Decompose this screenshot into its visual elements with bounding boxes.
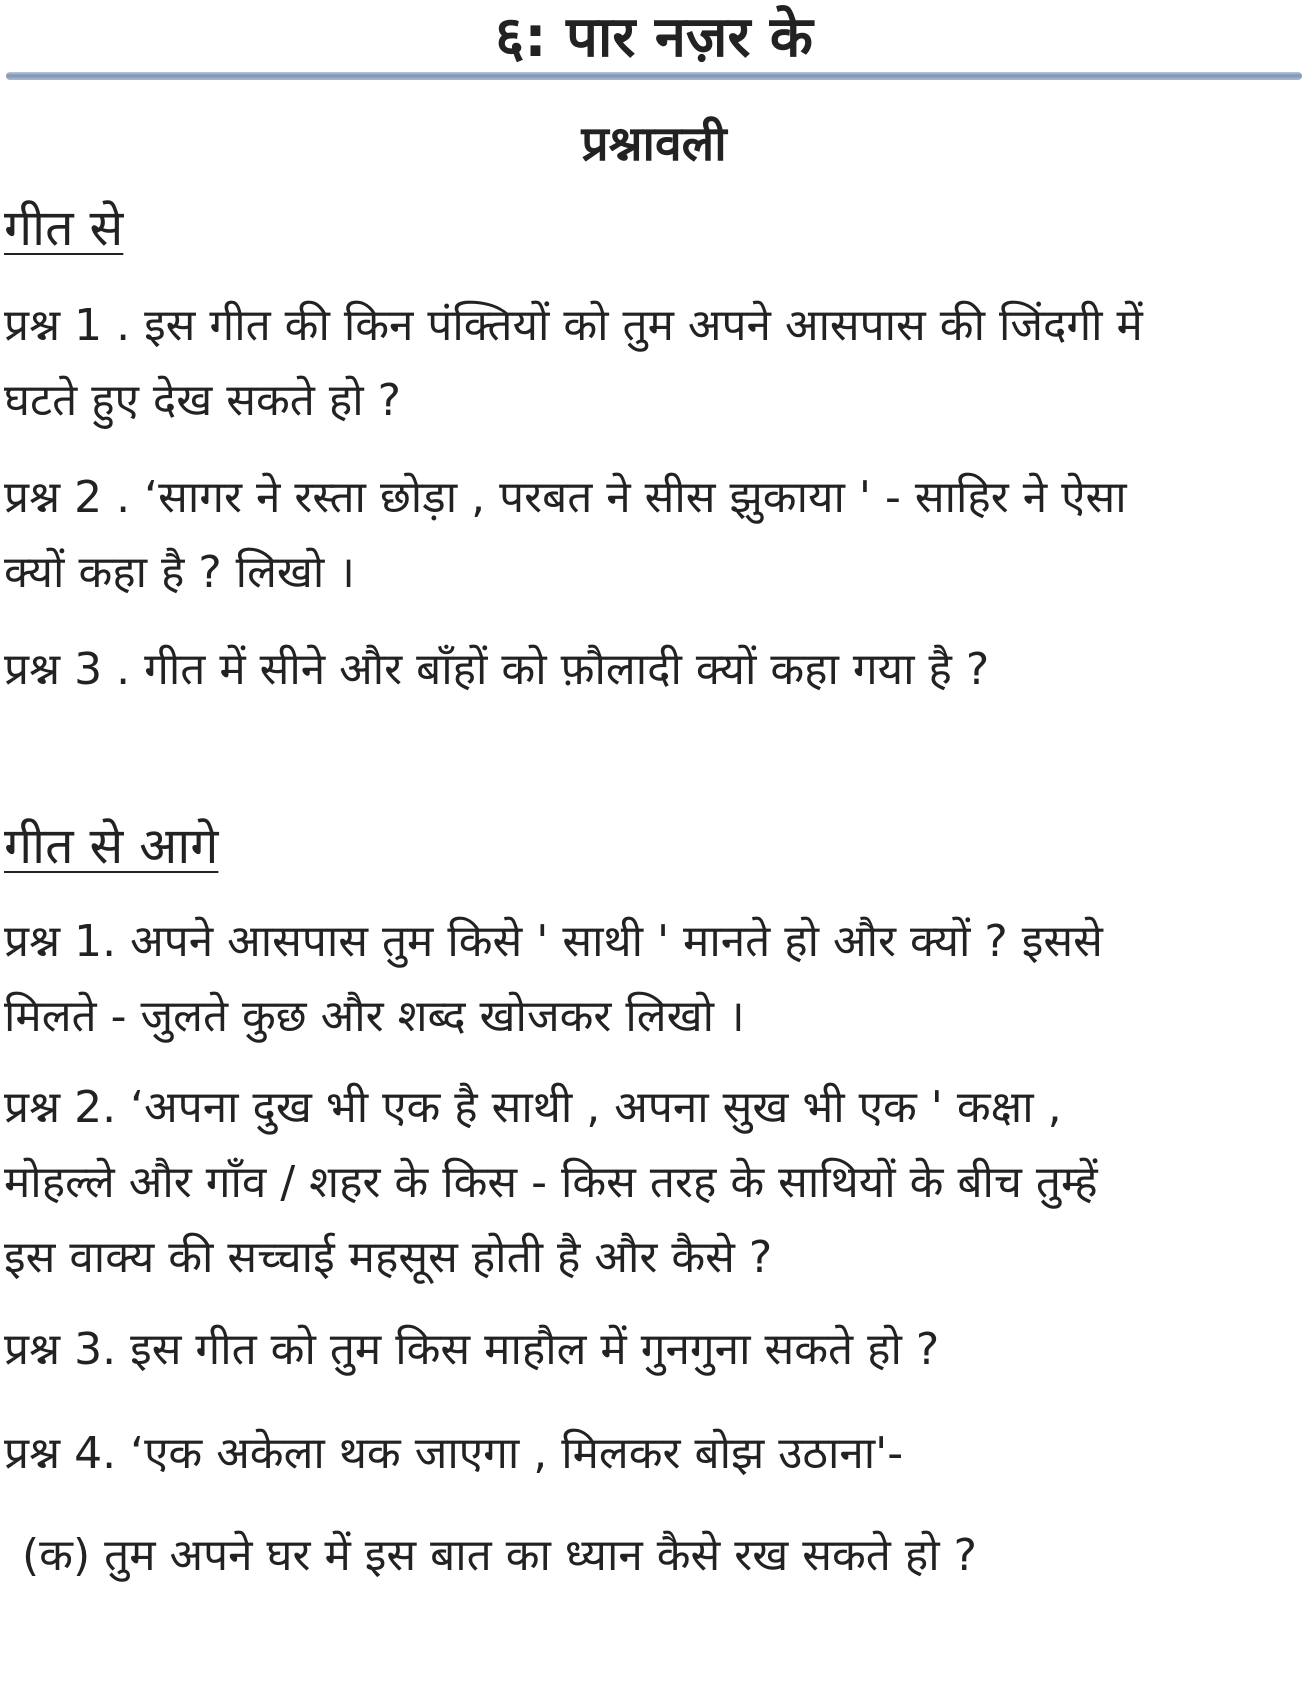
question-line: क्यों कहा है ? लिखो । bbox=[4, 547, 355, 598]
question-line: मिलते - जुलते कुछ और शब्द खोजकर लिखो । bbox=[4, 991, 745, 1042]
question-2 bbox=[4, 1070, 1300, 1295]
question-line: प्रश्न 2. ‘अपना दुख भी एक है साथी , अपना सुख भी एक ' कक्षा , bbox=[4, 1082, 1062, 1133]
section-heading-geet-se-aage: गीत से आगे bbox=[4, 817, 219, 875]
chapter-title: ६: पार नज़र के bbox=[495, 5, 813, 70]
question-1 bbox=[4, 288, 1300, 438]
question-line: प्रश्न 2 . ‘सागर ने रस्ता छोड़ा , परबत ने सीस झुकाया ' - साहिर ने ऐसा bbox=[4, 472, 1127, 523]
question-4 bbox=[4, 1416, 1300, 1491]
question-line: प्रश्न 3. इस गीत को तुम किस माहौल में गुनगुना सकते हो ? bbox=[4, 1324, 940, 1375]
sub-question-ka: (क) तुम अपने घर में इस बात का ध्यान कैसे रख सकते हो ? bbox=[22, 1530, 977, 1581]
section-title: प्रश्नावली bbox=[581, 116, 727, 172]
question-2 bbox=[4, 460, 1300, 610]
question-line: प्रश्न 4. ‘एक अकेला थक जाएगा , मिलकर बोझ उठाना'- bbox=[4, 1428, 904, 1479]
question-line: प्रश्न 3 . गीत में सीने और बाँहों को फ़ौलादी क्यों कहा गया है ? bbox=[4, 644, 990, 695]
question-3 bbox=[4, 1312, 1300, 1387]
question-line: प्रश्न 1 . इस गीत की किन पंक्तियों को तुम अपने आसपास की जिंदगी में bbox=[4, 300, 1143, 351]
question-line: मोहल्ले और गाँव / शहर के किस - किस तरह के साथियों के बीच तुम्हें bbox=[4, 1157, 1098, 1208]
question-3 bbox=[4, 632, 1300, 707]
section-heading-geet-se: गीत से bbox=[4, 199, 124, 257]
question-1 bbox=[4, 904, 1300, 1054]
question-line: इस वाक्य की सच्चाई महसूस होती है और कैसे ? bbox=[4, 1232, 773, 1283]
question-line: प्रश्न 1. अपने आसपास तुम किसे ' साथी ' मानते हो और क्यों ? इससे bbox=[4, 916, 1103, 967]
question-line: घटते हुए देख सकते हो ? bbox=[4, 375, 401, 426]
title-divider bbox=[6, 72, 1302, 80]
